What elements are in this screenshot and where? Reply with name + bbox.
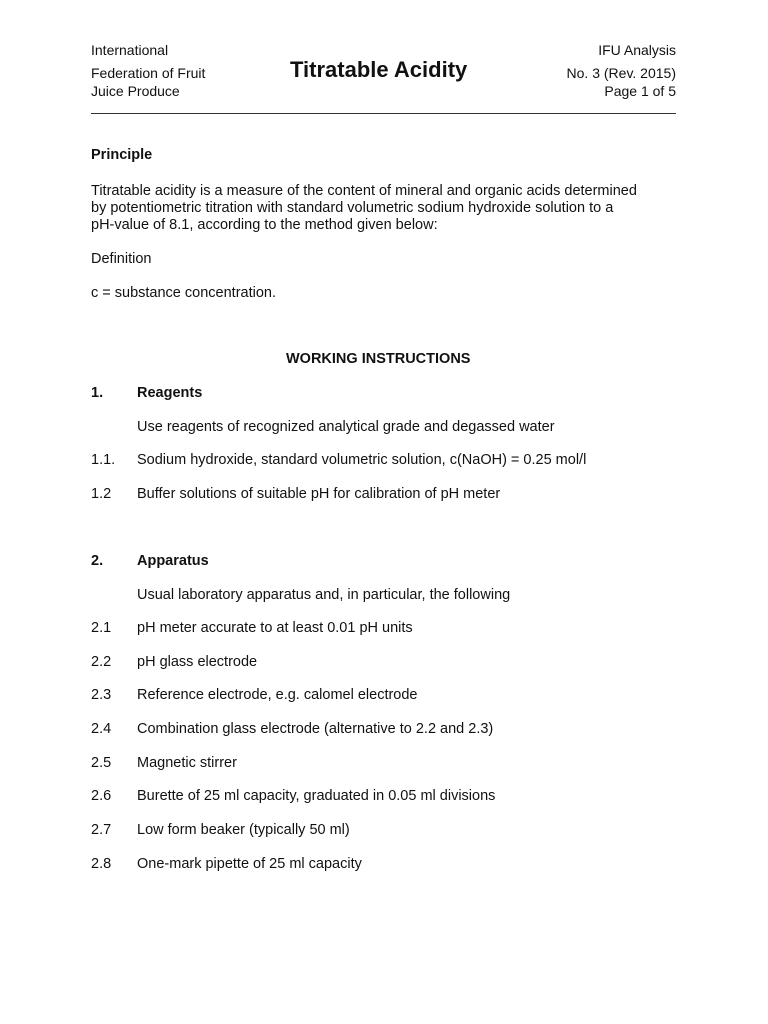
- section-number: 2.: [91, 553, 104, 569]
- item-number: 1.1.: [91, 452, 116, 468]
- principle-line: by potentiometric titration with standard volumetric sodium hydroxide solution to a: [91, 200, 614, 216]
- item-number: 1.2: [91, 486, 112, 502]
- definition-label: Definition: [91, 251, 152, 267]
- working-instructions-heading: WORKING INSTRUCTIONS: [286, 351, 471, 367]
- principle-line: pH-value of 8.1, according to the method given below:: [91, 217, 438, 233]
- item-number: 2.1: [91, 620, 112, 636]
- item-number: 2.4: [91, 721, 112, 737]
- ref-line-1: IFU Analysis: [598, 42, 676, 58]
- org-name-line-3: Juice Produce: [91, 83, 180, 99]
- apparatus-item: pH meter accurate to at least 0.01 pH units: [137, 620, 413, 636]
- apparatus-item: Reference electrode, e.g. calomel electrode: [137, 687, 418, 703]
- principle-line: Titratable acidity is a measure of the content of mineral and organic acids determined: [91, 183, 637, 199]
- reagent-item: Buffer solutions of suitable pH for calibration of pH meter: [137, 486, 501, 502]
- reagents-intro: Use reagents of recognized analytical grade and degassed water: [137, 419, 555, 435]
- item-number: 2.3: [91, 687, 112, 703]
- reagent-item: Sodium hydroxide, standard volumetric solution, c(NaOH) = 0.25 mol/l: [137, 452, 587, 468]
- principle-heading: Principle: [91, 147, 153, 163]
- reagents-heading: Reagents: [137, 385, 203, 401]
- apparatus-item: Burette of 25 ml capacity, graduated in 0.05 ml divisions: [137, 788, 496, 804]
- apparatus-item: One-mark pipette of 25 ml capacity: [137, 856, 362, 872]
- apparatus-item: Magnetic stirrer: [137, 755, 237, 771]
- page-number: Page 1 of 5: [604, 83, 676, 99]
- item-number: 2.2: [91, 654, 112, 670]
- apparatus-intro: Usual laboratory apparatus and, in particular, the following: [137, 587, 511, 603]
- ref-line-2: No. 3 (Rev. 2015): [566, 65, 676, 81]
- definition-text: c = substance concentration.: [91, 285, 276, 301]
- item-number: 2.5: [91, 755, 112, 771]
- document-title: Titratable Acidity: [290, 57, 468, 82]
- header-divider: [91, 113, 676, 114]
- apparatus-item: Low form beaker (typically 50 ml): [137, 822, 350, 838]
- apparatus-item: Combination glass electrode (alternative to 2.2 and 2.3): [137, 721, 494, 737]
- org-name-line-2: Federation of Fruit: [91, 65, 206, 81]
- apparatus-item: pH glass electrode: [137, 654, 258, 670]
- section-number: 1.: [91, 385, 104, 401]
- item-number: 2.7: [91, 822, 112, 838]
- org-name-line-1: International: [91, 42, 169, 58]
- principle-paragraph: [91, 183, 691, 234]
- item-number: 2.8: [91, 856, 112, 872]
- apparatus-heading: Apparatus: [137, 553, 209, 569]
- item-number: 2.6: [91, 788, 112, 804]
